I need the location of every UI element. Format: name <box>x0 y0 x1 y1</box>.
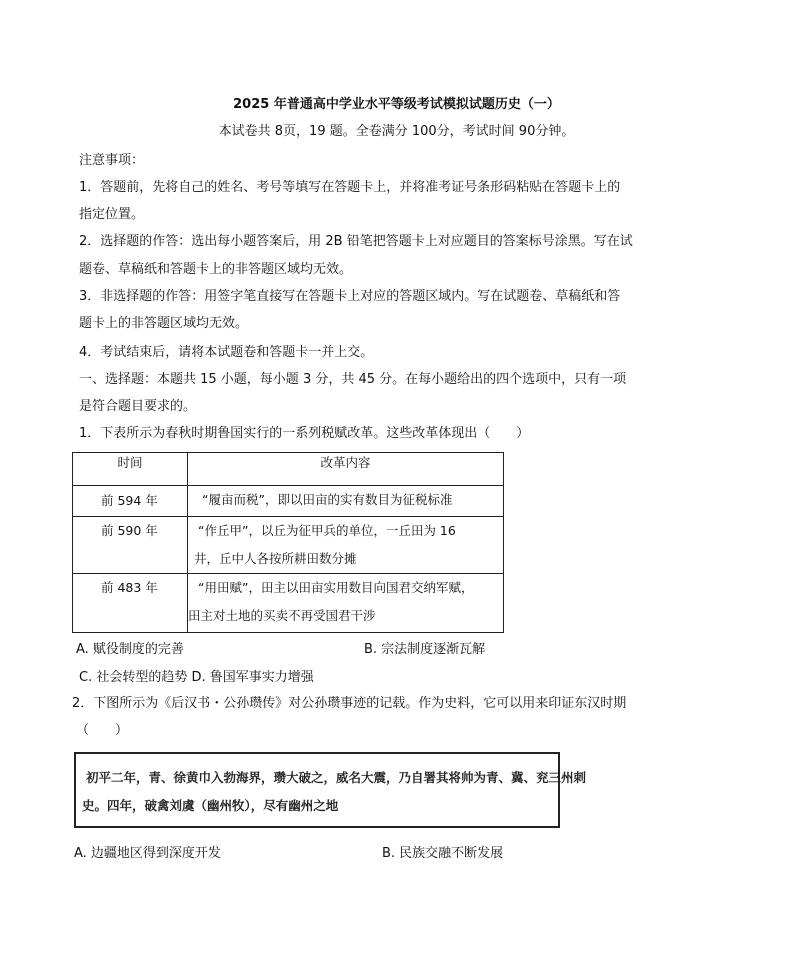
notes-heading: 注意事项： <box>79 153 145 168</box>
note-2-line-2: 题卷、草稿纸和答题卡上的非答题区域均无效。 <box>79 262 353 277</box>
row-3-time: 前 483 年 <box>101 580 158 595</box>
note-2-line-1: 2．选择题的作答：选出每小题答案后，用 2B 铅笔把答题卡上对应题目的答案标号涂黑。写在试 <box>79 234 633 249</box>
page-subtitle: 本试卷共 8页，19 题。全卷满分 100分，考试时间 90分钟。 <box>218 124 575 139</box>
reform-table <box>72 452 504 633</box>
q2-option-b: B. 民族交融不断发展 <box>382 846 504 861</box>
q1-option-b: B. 宗法制度逐渐瓦解 <box>364 642 486 657</box>
row-3-content-line-1: “用田赋”，田主以田亩实用数目向国君交纳军赋， <box>198 580 474 595</box>
section-1-instructions-line-2: 是符合题目要求的。 <box>79 399 197 414</box>
row-2-content-line-1: “作丘甲”，以丘为征甲兵的单位，一丘田为 16 <box>198 523 456 538</box>
q2-option-a: A. 边疆地区得到深度开发 <box>74 846 221 861</box>
q1-option-a: A. 赋役制度的完善 <box>76 642 184 657</box>
row-1-content: “履亩而税”，即以田亩的实有数目为征税标准 <box>202 492 453 507</box>
note-3-line-2: 题卡上的非答题区域均无效。 <box>79 316 249 331</box>
row-2-time: 前 590 年 <box>101 523 158 538</box>
note-4: 4．考试结束后，请将本试题卷和答题卡一并上交。 <box>79 345 374 360</box>
row-1-time: 前 594 年 <box>101 493 158 508</box>
header-time: 时间 <box>73 453 188 486</box>
historical-excerpt-image <box>74 752 587 828</box>
table-row <box>73 574 504 633</box>
row-3-content-line-2: 田主对土地的买卖不再受国君干涉 <box>188 608 376 623</box>
question-1-stem: 1．下表所示为春秋时期鲁国实行的一系列税赋改革。这些改革体现出（ ） <box>79 426 530 441</box>
row-2-content-line-2: 井，丘中人各按所耕田数分摊 <box>194 551 357 566</box>
table-row <box>73 486 504 517</box>
note-3-line-1: 3．非选择题的作答：用签字笔直接写在答题卡上对应的答题区域内。写在试题卷、草稿纸和答 <box>79 289 621 304</box>
table-header-row <box>73 453 504 486</box>
excerpt-line-1: 初平二年，青、徐黄巾入勃海界，瓒大破之，威名大震，乃自署其将帅为青、冀、兖三州刺 <box>86 770 587 785</box>
header-content: 改革内容 <box>188 453 504 486</box>
question-2-answer-paren: （ ） <box>76 723 129 738</box>
section-1-instructions-line-1: 一、选择题：本题共 15 小题，每小题 3 分，共 45 分。在每小题给出的四个选项中，只有一项 <box>79 372 627 387</box>
question-2-stem: 2．下图所示为《后汉书・公孙瓒传》对公孙瓒事迹的记载。作为史料，它可以用来印证东汉时期 <box>72 696 627 711</box>
note-1-line-1: 1．答题前，先将自己的姓名、考号等填写在答题卡上，并将准考证号条形码粘贴在答题卡上的 <box>79 180 621 195</box>
excerpt-line-2: 史。四年，破禽刘虞（幽州牧），尽有幽州之地 <box>82 798 339 813</box>
q1-option-c-d: C. 社会转型的趋势 D. 鲁国军事实力增强 <box>79 670 314 685</box>
table-row <box>73 517 504 574</box>
note-1-line-2: 指定位置。 <box>79 207 145 222</box>
page-title: 2025 年普通高中学业水平等级考试模拟试题历史（一） <box>233 97 560 112</box>
